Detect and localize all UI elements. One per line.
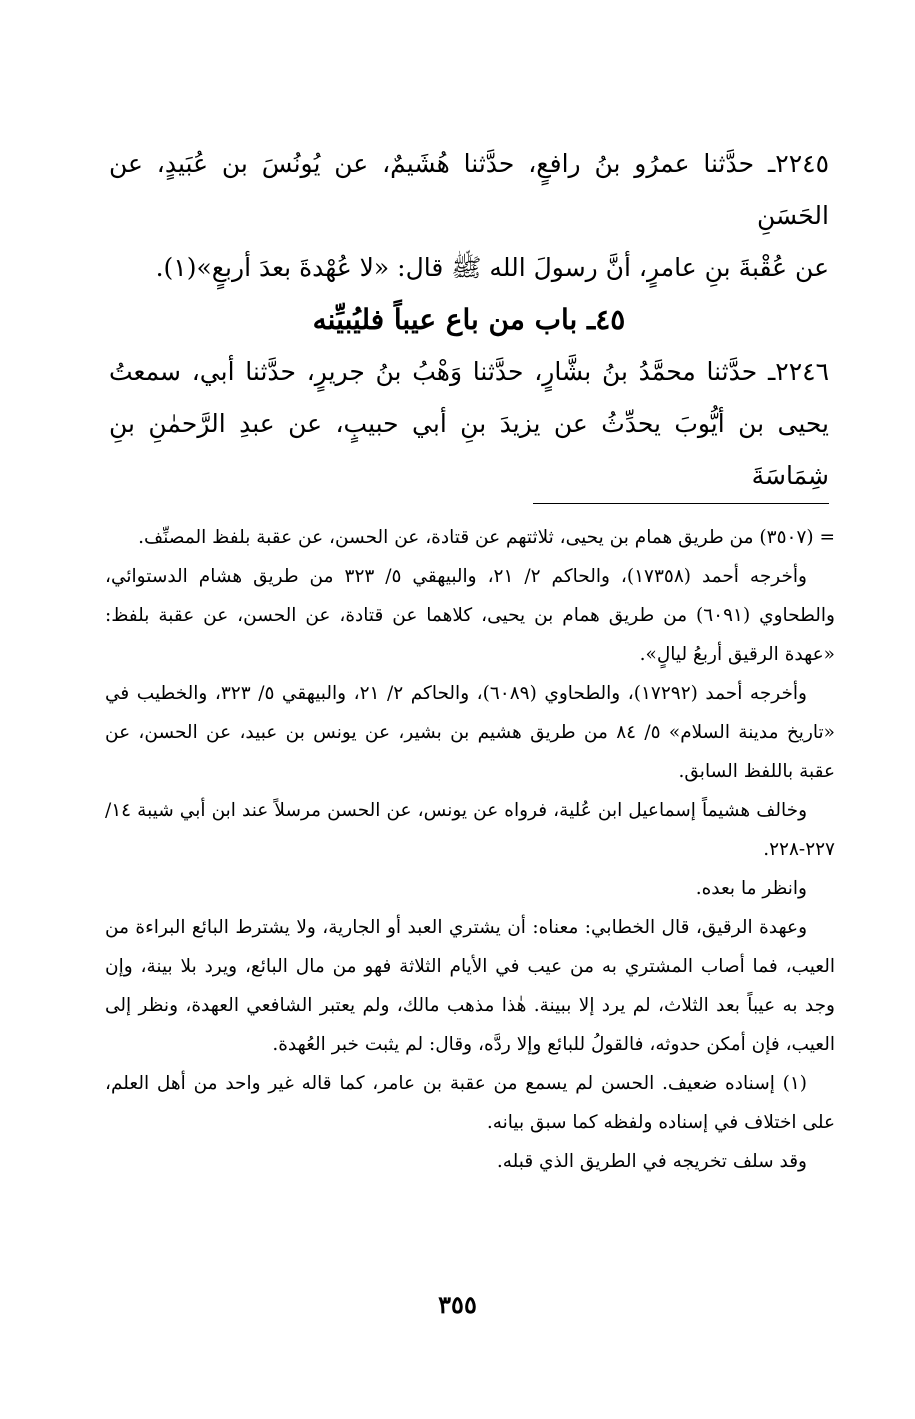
hadith-2245-isnad: ٢٢٤٥ـ حدَّثنا عمرُو بنُ رافعٍ، حدَّثنا هُشَيمٌ، عن يُونُسَ بن عُبَيدٍ، عن الحَسَنِ [109,149,829,230]
footnote-paragraph: وانظر ما بعده. [695,878,807,899]
footnote-divider [533,503,829,504]
main-text [109,138,829,502]
footnote-paragraph: وأخرجه أحمد (١٧٣٥٨)، والحاكم ٢/ ٢١، والبيهقي ٥/ ٣٢٣ من طريق هشام الدستوائي، والطحاوي (٦٠٩١) من طريق همام بن يحيى، كلاهما عن قتادة، عن الحسن، عن عقبة بلفظ: «عهدة الرقيق أربعُ ليالٍ». [105,566,835,665]
footnote-paragraph: وخالف هشيماً إسماعيل ابن عُلية، فرواه عن يونس، عن الحسن مرسلاً عند ابن أبي شيبة ١٤/ ٢٢٧-٢٢٨. [105,800,835,860]
footnote-paragraph: وعهدة الرقيق، قال الخطابي: معناه: أن يشتري العبد أو الجارية، ولا يشترط البائع البراءة من العيب، فما أصاب المشتري به من عيب في الأيام الثلاثة فهو من مال البائع، ويرد بلا بينة، وإن وجد به عيباً بعد الثلاث، لم يرد إلا ببينة. هٰذا مذهب مالك، ولم يعتبر الشافعي العهدة، ونظر إلى العيب، فإن أمكن حدوثه، فالقولُ للبائع وإلا ردَّه، وقال: لم يثبت خبر العُهدة. [105,917,835,1055]
footnote-paragraph: وأخرجه أحمد (١٧٢٩٢)، والطحاوي (٦٠٨٩)، والحاكم ٢/ ٢١، والبيهقي ٥/ ٣٢٣، والخطيب في «تاريخ مدينة السلام» ٥/ ٨٤ من طريق هشيم بن بشير، عن يونس بن عبيد، عن الحسن، عن عقبة باللفظ السابق. [105,683,835,782]
hadith-2245-matn: عن عُقْبةَ بنِ عامرٍ، أنَّ رسولَ الله ﷺ قال: «لا عُهْدةَ بعدَ أربعٍ»(١). [155,253,829,282]
footnote-paragraph: وقد سلف تخريجه في الطريق الذي قبله. [496,1151,807,1172]
page-number: ٣٥٥ [438,1290,477,1319]
footnote-1: (١) إسناده ضعيف. الحسن لم يسمع من عقبة بن عامر، كما قاله غير واحد من أهل العلم، على اختلاف في إسناده ولفظه كما سبق بيانه. [105,1073,835,1133]
footnotes [105,518,835,1181]
hadith-2246: ٢٢٤٦ـ حدَّثنا محمَّدُ بنُ بشَّارٍ، حدَّثنا وَهْبُ بنُ جريرٍ، حدَّثنا أبي، سمعتُ يحيى بن أيُّوبَ يحدِّثُ عن يزيدَ بنِ أبي حبيبٍ، عن عبدِ الرَّحمٰنِ بنِ شِمَاسَةَ [109,357,829,490]
chapter-title: ٤٥ـ باب من باع عيباً فليُبيِّنه [312,303,626,336]
footnote-continuation: = (٣٥٠٧) من طريق همام بن يحيى، ثلاثتهم عن قتادة، عن الحسن، عن عقبة بلفظ المصنِّف. [138,527,835,548]
